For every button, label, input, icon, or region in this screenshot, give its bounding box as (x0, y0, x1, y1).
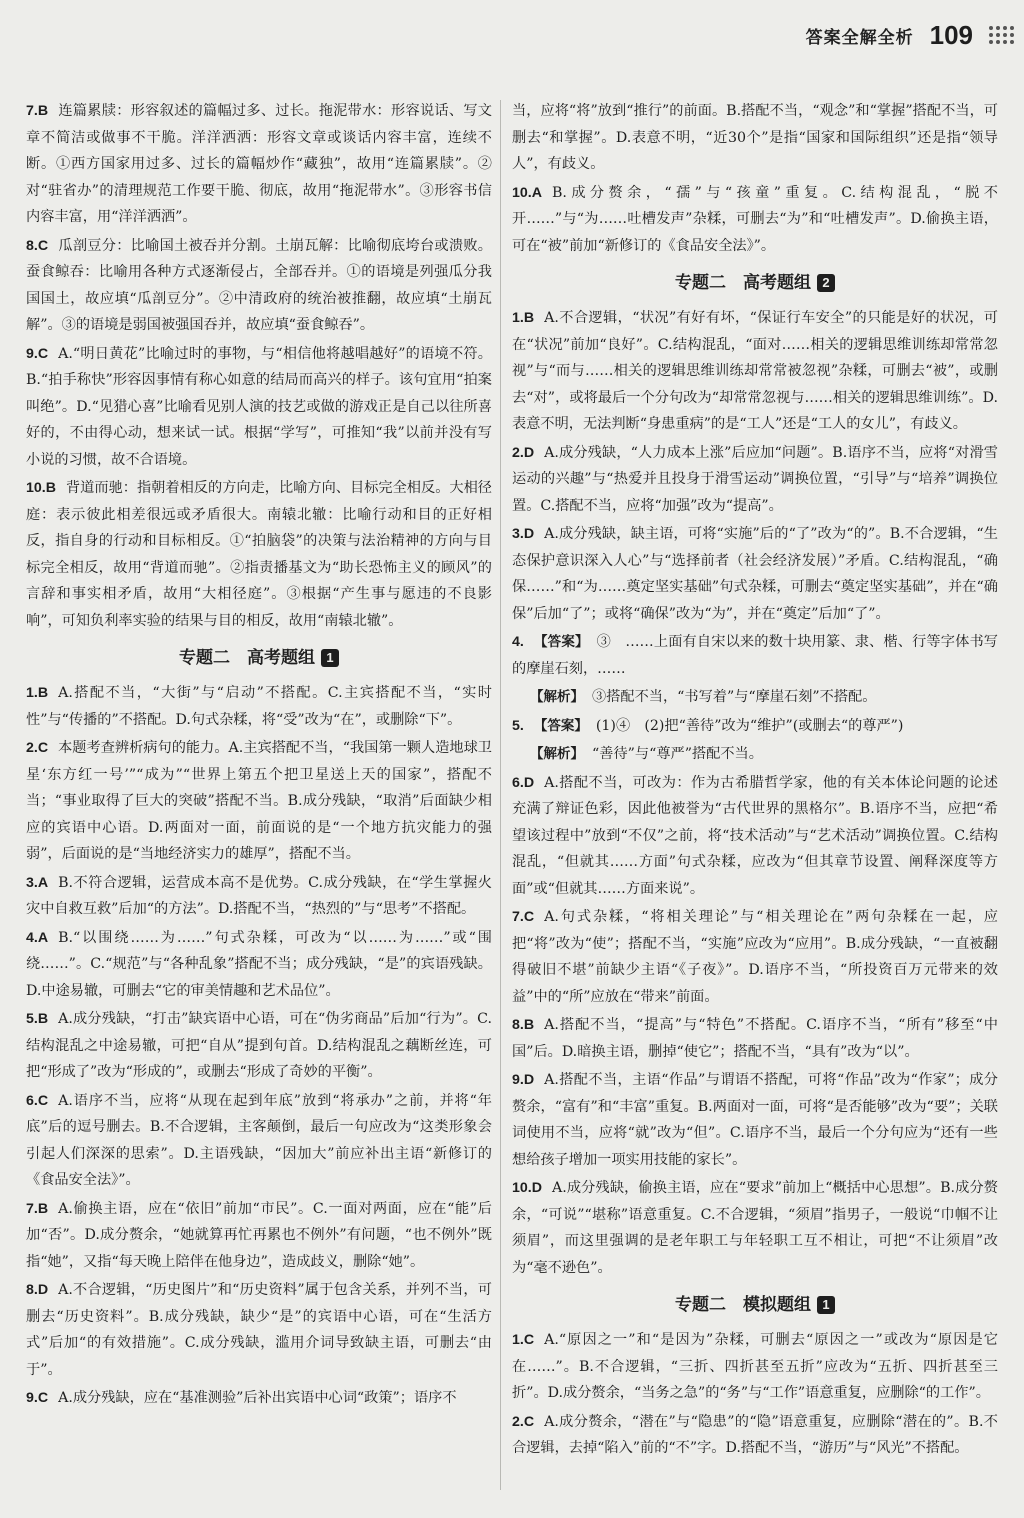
answer-item: 7.B A.偷换主语，应在“依旧”前加“市民”。C.一面对两面，应在“能”后加“否”。D.成分赘余，“她就算再忙再累也不例外”有问题，“也不例外”既指“她”，又指“每天晚上陪伴在他身边”，造成歧义，删除“她”。 (26, 1200, 492, 1270)
header-title: 答案全解全析 (805, 27, 914, 48)
dots-decoration-icon (989, 26, 1014, 44)
answer-item: 4.A B.“以围绕……为……”句式杂糅，可改为“以……为……”或“围绕……”。C.“规范”与“各种乱象”搭配不当；成分残缺，“是”的宾语残缺。D.中途易辙，可删去“它的审美情趣和艺术品位”。 (26, 929, 492, 999)
left-column (26, 98, 492, 1414)
answer-item: 5. 【答案】 (1)④ (2)把“善待”改为“维护”(或删去“的尊严”) (512, 717, 904, 734)
answer-item: 2.D A.成分残缺，“人力成本上涨”后应加“问题”。B.语序不当，应将“对滑雪运动的兴趣”与“热爱并且投身于滑雪运动”调换位置，“引导”与“培养”调换位置。C.搭配不当，应将“加强”改为“提高”。 (512, 444, 998, 514)
page-header (806, 18, 1014, 52)
answer-item: 8.B A.搭配不当，“提高”与“特色”不搭配。C.语序不当，“所有”移至“中国”后。D.暗换主语，删掉“使它”；搭配不当，“具有”改为“以”。 (512, 1017, 998, 1060)
answer-item: 1.C A.“原因之一”和“是因为”杂糅，可删去“原因之一”或改为“原因是它在……”。B.不合逻辑，“三折、四折甚至五折”应改为“五折、四折甚至三折”。D.成分赘余，“当务之急”的“务”与“工作”语意重复，应删除“的工作”。 (512, 1332, 998, 1401)
answer-item: 2.C A.成分赘余，“潜在”与“隐患”的“隐”语意重复，应删除“潜在的”。B.不合逻辑，去掉“陷入”前的“不”字。D.搭配不当，“游历”与“风光”不搭配。 (512, 1413, 998, 1456)
group-number-badge: 1 (817, 1296, 835, 1314)
answer-item: 8.C 瓜剖豆分：比喻国土被吞并分割。土崩瓦解：比喻彻底垮台或溃败。蚕食鲸吞：比喻用各种方式逐渐侵占，全部吞并。①的语境是列强瓜分我国国土，故应填“瓜剖豆分”。②中清政府的统治被推翻，故应填“土崩瓦解”。③的语境是弱国被强国吞并，故应填“蚕食鲸吞”。 (26, 237, 492, 333)
answer-item: 7.B 连篇累牍：形容叙述的篇幅过多、过长。拖泥带水：形容说话、写文章不简洁或做事不干脆。洋洋洒洒：形容文章或谈话内容丰富，连续不断。①西方国家用过多、过长的篇幅炒作“藏独”，故用“连篇累牍”。②对“驻省办”的清理规范工作要干脆、彻底，故用“拖泥带水”。③形容书信内容丰富，用“洋洋洒洒”。 (26, 103, 492, 225)
answer-item: 10.D A.成分残缺，偷换主语，应在“要求”前加上“概括中心思想”。B.成分赘余，“可说”“堪称”语意重复。C.不合逻辑，“须眉”指男子，一般说“巾帼不让须眉”，而这里强调的是老年职工与年轻职工互不相让，可把“不让须眉”改为“毫不逊色”。 (512, 1180, 998, 1276)
answer-item: 3.A B.不符合逻辑，运营成本高不是优势。C.成分残缺，在“学生掌握火灾中自救互救”后加“的方法”。D.搭配不当，“热烈的”与“思考”不搭配。 (26, 874, 492, 917)
answer-item: 1.B A.搭配不当，“大街”与“启动”不搭配。C.主宾搭配不当，“实时性”与“传播的”不搭配。D.句式杂糅，将“受”改为“在”，或删除“下”。 (26, 685, 492, 728)
answer-item: 9.D A.搭配不当，主语“作品”与谓语不搭配，可将“作品”改为“作家”；成分赘余，“富有”和“丰富”重复。B.两面对一面，可将“是否能够”改为“要”；关联词使用不当，应将“就”改为“但”。C.语序不当，最后一个分句应为“还有一些想给孩子增加一项实用技能的家长”。 (512, 1072, 998, 1168)
answer-item: 9.C A.“明日黄花”比喻过时的事物，与“相信他将越唱越好”的语境不符。B.“拍手称快”形容因事情有称心如意的结局而高兴的样子。该句宜用“拍案叫绝”。D.“见猎心喜”比喻看见别人演的技艺或做的游戏正是自己以往所喜好的，不由得心动，想来试一试。根据“学写”，可推知“我”以前并没有写小说的习惯，故不合语境。 (26, 345, 492, 468)
answer-item: 6.C A.语序不当，应将“从现在起到年底”放到“将承办”之前，并将“年底”后的逗号删去。B.不合逻辑，主客颠倒，最后一句应改为“这类形象会引起人们深深的思索”。D.主语残缺，“因加大”前应补出主语“新修订的《食品安全法》”。 (26, 1092, 492, 1188)
answer-item: 8.D A.不合逻辑，“历史图片”和“历史资料”属于包含关系，并列不当，可删去“历史资料”。B.成分残缺，缺少“是”的宾语中心语，可在“生活方式”后加“的有效措施”。C.成分残缺，滥用介词导致缺主语，可删去“由于”。 (26, 1282, 492, 1378)
answer-item: 4. 【答案】 ③ ……上面有自宋以来的数十块用篆、隶、楷、行等字体书写的摩崖石刻，…… (512, 634, 998, 677)
continued-text: 当，应将“将”放到“推行”的前面。B.搭配不当，“观念”和“掌握”搭配不当，可删去“和掌握”。D.表意不明，“近30个”是指“国家和国际组织”还是指“领导人”，有歧义。 (512, 103, 998, 172)
section-heading: 专题二 高考题组 2 (512, 269, 998, 297)
right-column (512, 98, 998, 1464)
section-heading: 专题二 高考题组 1 (26, 644, 492, 672)
section-heading: 专题二 模拟题组 1 (512, 1291, 998, 1319)
answer-item: 5.B A.成分残缺，“打击”缺宾语中心语，可在“伪劣商品”后加“行为”。C.结构混乱之中途易辙，可把“自从”提到句首。D.结构混乱之藕断丝连，可把“形成了”改为“形成的”，或删去“形成了奇妙的平衡”。 (26, 1011, 492, 1080)
answer-item: 7.C A.句式杂糅，“将相关理论”与“相关理论在”两句杂糅在一起，应把“将”改为“使”；搭配不当，“实施”应改为“应用”。B.成分残缺，“一直被翻得破旧不堪”前缺少主语“《子夜》”。D.语序不当，“所投资百万元带来的效益”中的“所”应放在“带来”前面。 (512, 909, 998, 1005)
answer-item: 10.A B.成分赘余，“孺”与“孩童”重复。C.结构混乱，“脱不开……”与“为……吐槽发声”杂糅，可删去“为”和“吐槽发声”。D.偷换主语，可在“被”前加“新修订的《食品安全法》”。 (512, 184, 998, 254)
answer-item: 2.C 本题考查辨析病句的能力。A.主宾搭配不当，“我国第一颗人造地球卫星‘东方红一号’”“成为”“世界上第五个把卫星送上天的国家”，搭配不当；“事业取得了巨大的突破”搭配不当。B.成分残缺，“取消”后面缺少相应的宾语中心语。D.两面对一面，前面说的是“一个地方抗灾能力的强弱”，后面说的是“当地经济实力的雄厚”，搭配不当。 (26, 740, 492, 862)
answer-item: 1.B A.不合逻辑，“状况”有好有坏，“保证行车安全”的只能是好的状况，可在“状况”前加“良好”。C.结构混乱，“面对……相关的逻辑思维训练却常常忽视”与“而与……相关的逻辑思维训练却常常被忽视”杂糅，可删去“被”，或删去“对”，或将最后一个分句改为“却常常忽视与……相关的逻辑思维训练”。D.表意不明，无法判断“身患重病”的是“工人”还是“工人的女儿”，有歧义。 (512, 310, 998, 432)
column-divider (500, 100, 501, 1490)
answer-item: 3.D A.成分残缺，缺主语，可将“实施”后的“了”改为“的”。B.不合逻辑，“生态保护意识深入人心”与“选择前者（社会经济发展）”矛盾。C.结构混乱，“确保……”和“为……奠定坚实基础”句式杂糅，可删去“奠定坚实基础”，并在“确保”后加“了”；或将“确保”改为“为”，并在“奠定”后加“了”。 (512, 526, 998, 622)
answer-item: 9.C A.成分残缺，应在“基准测验”后补出宾语中心词“政策”；语序不 (26, 1390, 457, 1406)
answer-item: 10.B 背道而驰：指朝着相反的方向走，比喻方向、目标完全相反。大相径庭：表示彼此相差很远或矛盾很大。南辕北辙：比喻行动和目的正好相反，指自身的行动和目标相反。①“拍脑袋”的决策与法治精神的方向与目标完全相反，故用“背道而驰”。②指责播基文为“助长恐怖主义的顾风”的言辞和事实相矛盾，故用“大相径庭”。③根据“产生事与愿违的不良影响”，可知负利率实验的结果与目的相反，故用“南辕北辙”。 (26, 480, 492, 629)
analysis-line: 【解析】 ③搭配不当，“书写着”与“摩崖石刻”不搭配。 (530, 689, 877, 705)
page-number: 109 (929, 19, 973, 50)
group-number-badge: 1 (321, 649, 339, 667)
group-number-badge: 2 (817, 274, 835, 292)
analysis-line: 【解析】 “善待”与“尊严”搭配不当。 (530, 746, 763, 762)
answer-item: 6.D A.搭配不当，可改为：作为古希腊哲学家，他的有关本体论问题的论述充满了辩证色彩，因此他被誉为“古代世界的黑格尔”。B.语序不当，应把“希望该过程中”放到“不仅”之前，将“技术活动”与“艺术活动”调换位置。C.结构混乱，“但就其……方面”句式杂糅，应改为“但其章节设置、阐释深度等方面”或“但就其……方面来说”。 (512, 774, 998, 897)
